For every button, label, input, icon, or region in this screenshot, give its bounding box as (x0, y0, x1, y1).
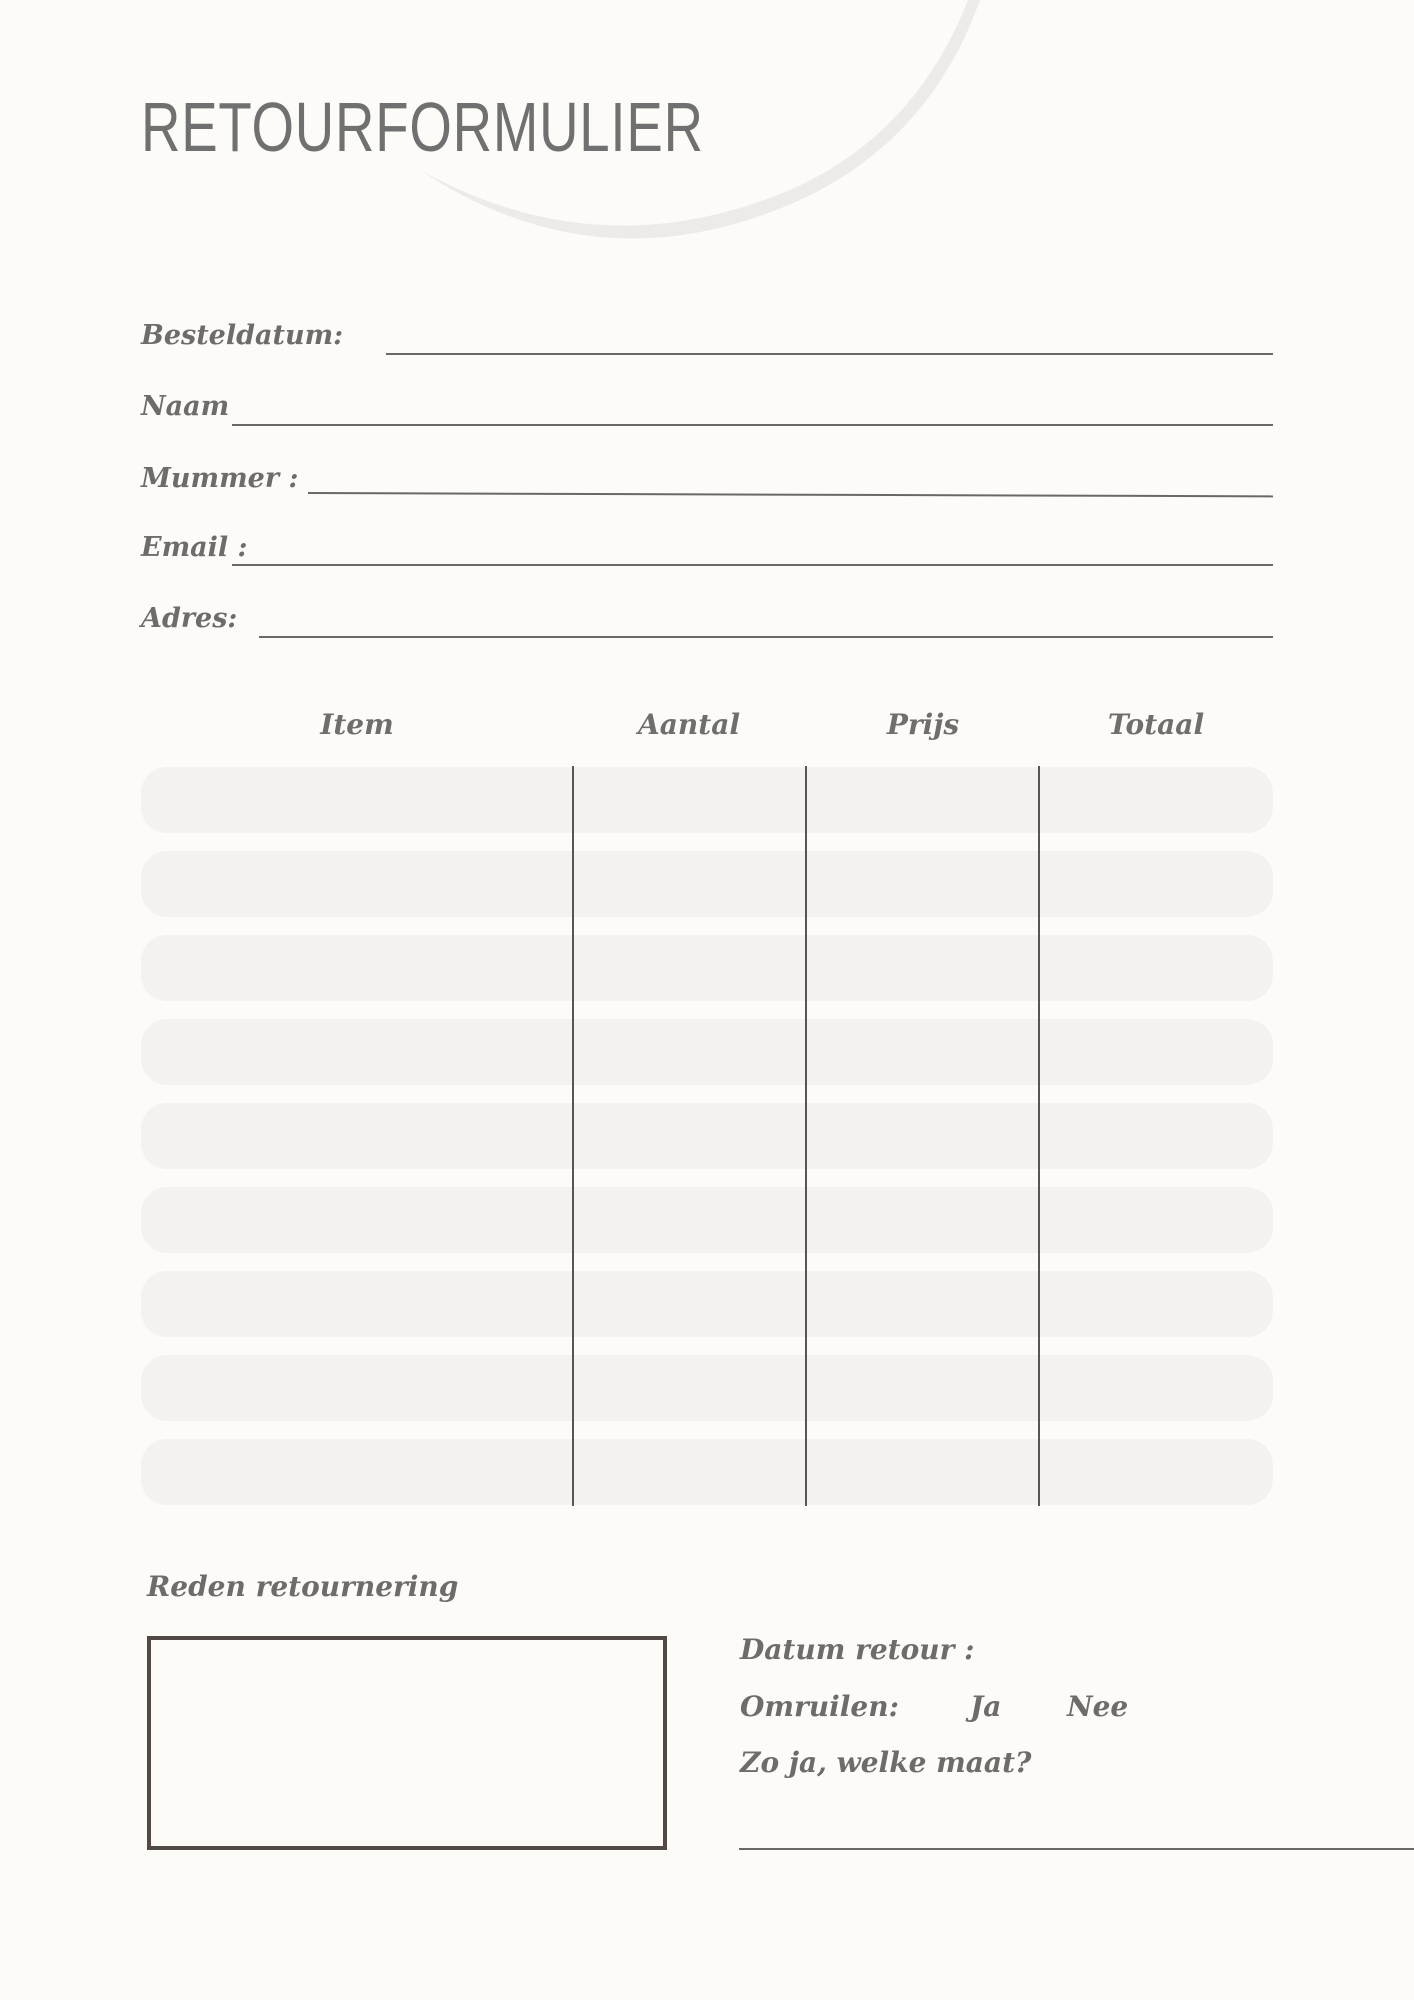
column-divider (805, 766, 807, 1506)
order-date-input-line[interactable] (386, 353, 1273, 355)
column-header-total: Totaal (1107, 708, 1205, 741)
table-row[interactable] (141, 1439, 1273, 1505)
table-row[interactable] (141, 767, 1273, 833)
table-row[interactable] (141, 935, 1273, 1001)
table-row[interactable] (141, 851, 1273, 917)
column-divider (572, 766, 574, 1506)
column-header-price: Prijs (886, 708, 960, 741)
return-reason-box[interactable] (147, 1636, 667, 1850)
number-input-line[interactable] (308, 492, 1273, 497)
table-row[interactable] (141, 1271, 1273, 1337)
name-input-line[interactable] (232, 424, 1273, 426)
column-divider (1038, 766, 1040, 1506)
column-header-quantity: Aantal (638, 708, 740, 741)
name-label: Naam (141, 391, 230, 422)
size-question-label: Zo ja, welke maat? (740, 1746, 1032, 1779)
return-reason-label: Reden retournering (147, 1570, 459, 1603)
table-row[interactable] (141, 1103, 1273, 1169)
page-title: RETOURFORMULIER (141, 88, 704, 166)
exchange-label: Omruilen: (740, 1690, 899, 1723)
return-date-label: Datum retour : (740, 1633, 975, 1666)
table-row[interactable] (141, 1019, 1273, 1085)
size-input-line[interactable] (739, 1848, 1414, 1850)
number-label: Mummer : (141, 463, 299, 494)
exchange-yes-option[interactable]: Ja (970, 1690, 1002, 1723)
column-header-item: Item (320, 708, 394, 741)
table-row[interactable] (141, 1355, 1273, 1421)
email-label: Email : (141, 532, 248, 563)
order-date-label: Besteldatum: (141, 320, 344, 351)
email-input-line[interactable] (232, 564, 1273, 566)
table-row[interactable] (141, 1187, 1273, 1253)
address-label: Adres: (141, 603, 238, 634)
address-input-line[interactable] (259, 636, 1273, 638)
exchange-no-option[interactable]: Nee (1067, 1690, 1129, 1723)
